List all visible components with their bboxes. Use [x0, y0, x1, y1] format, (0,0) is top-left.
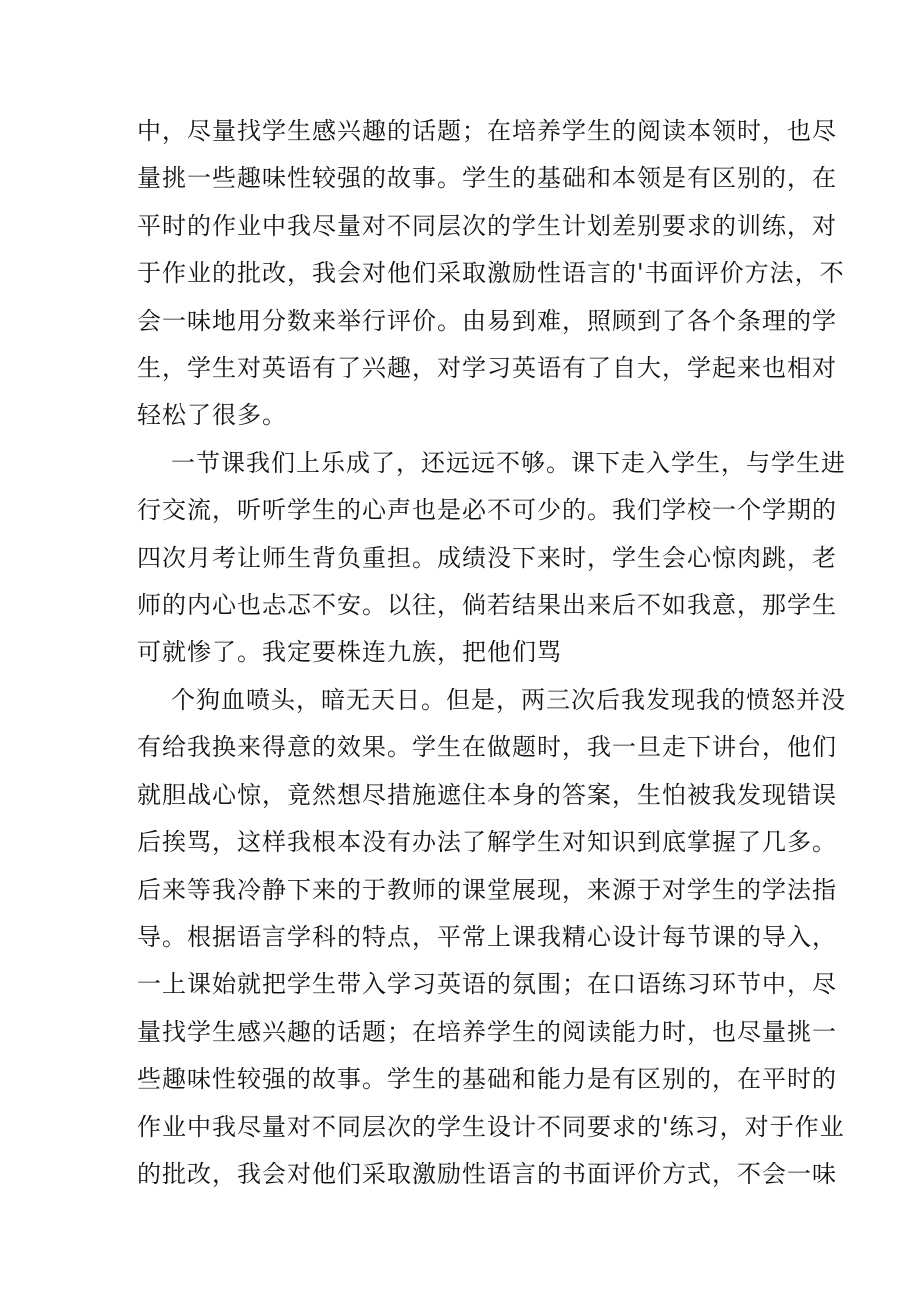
- text-line: 行交流，听听学生的心声也是必不可少的。我们学校一个学期的: [137, 496, 837, 525]
- text-line: 作业中我尽量对不同层次的学生设计不同要求的'练习，对于作业: [137, 1112, 845, 1141]
- paragraph: [137, 440, 846, 677]
- text-line: 量挑一些趣味性较强的故事。学生的基础和本领是有区别的，在: [137, 164, 837, 193]
- text-line: 生，学生对英语有了兴趣，对学习英语有了自大，学起来也相对: [137, 354, 837, 383]
- text-line: 导。根据语言学科的特点，平常上课我精心设计每节课的导入，: [137, 922, 837, 951]
- text-line: 后来等我冷静下来的于教师的课堂展现，来源于对学生的学法指: [137, 875, 837, 904]
- paragraph: [137, 108, 845, 440]
- text-line: 师的内心也忐忑不安。以往，倘若结果出来后不如我意，那学生: [137, 591, 837, 620]
- text-line: 中，尽量找学生感兴趣的话题；在培养学生的阅读本领时，也尽: [137, 117, 837, 145]
- text-line: 的批改，我会对他们采取激励性语言的书面评价方式，不会一味: [137, 1159, 837, 1188]
- text-line: 有给我换来得意的效果。学生在做题时，我一旦走下讲台，他们: [137, 733, 837, 762]
- text-line: 个狗血喷头，暗无天日。但是，两三次后我发现我的愤怒并没: [171, 685, 846, 714]
- text-line: 一上课始就把学生带入学习英语的氛围；在口语练习环节中，尽: [137, 970, 837, 999]
- text-line: 四次月考让师生背负重担。成绩没下来时，学生会心惊肉跳，老: [137, 543, 837, 572]
- text-line: 平时的作业中我尽量对不同层次的学生计划差别要求的训练，对: [137, 211, 837, 240]
- document-body: [137, 108, 846, 1198]
- paragraph: [137, 677, 846, 1198]
- text-line: 可就惨了。我定要株连九族，把他们骂: [137, 638, 562, 667]
- text-line: 会一味地用分数来举行评价。由易到难，照顾到了各个条理的学: [137, 306, 837, 335]
- text-line: 后挨骂，这样我根本没有办法了解学生对知识到底掌握了几多。: [137, 828, 837, 857]
- text-line: 些趣味性较强的故事。学生的基础和能力是有区别的，在平时的: [137, 1065, 837, 1094]
- text-line: 量找学生感兴趣的话题；在培养学生的阅读能力时，也尽量挑一: [137, 1017, 837, 1046]
- text-line: 于作业的批改，我会对他们采取激励性语言的'书面评价方法，不: [137, 259, 845, 288]
- text-line: 就胆战心惊，竟然想尽措施遮住本身的答案，生怕被我发现错误: [137, 780, 837, 809]
- text-line: 轻松了很多。: [137, 401, 287, 430]
- text-line: 一节课我们上乐成了，还远远不够。课下走入学生，与学生进: [171, 448, 846, 477]
